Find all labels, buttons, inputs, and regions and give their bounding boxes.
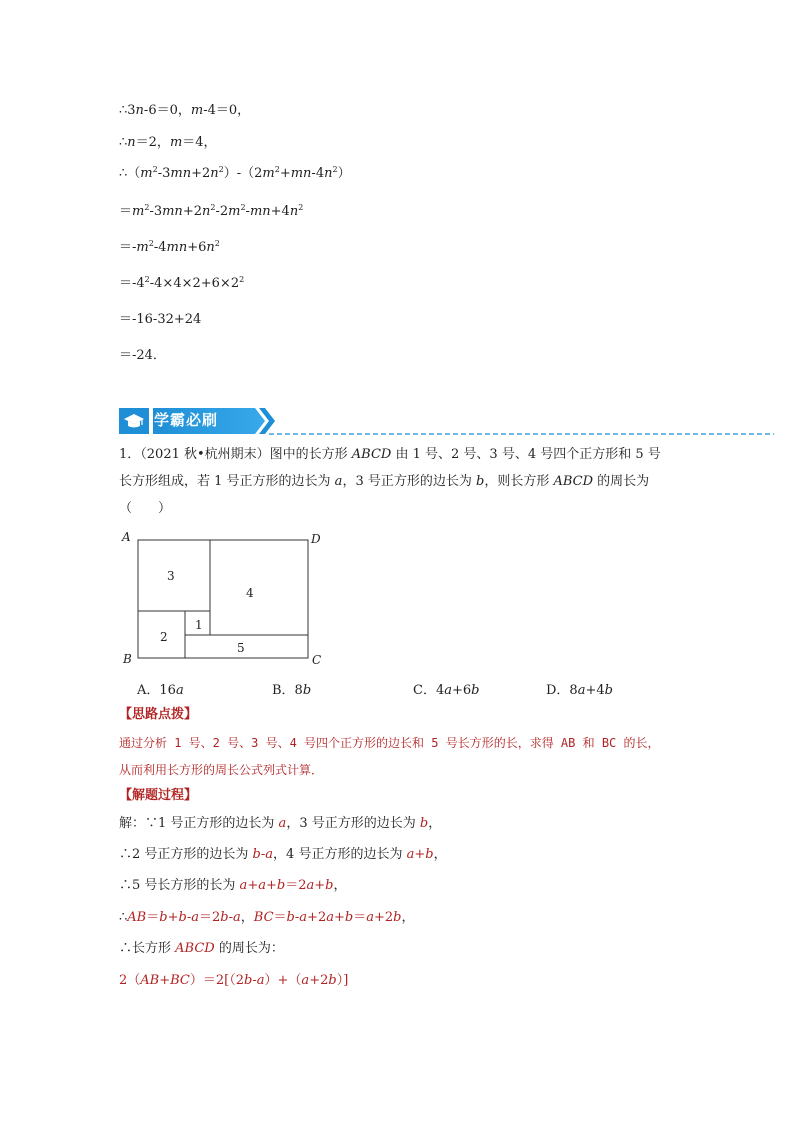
option-c[interactable]: C．4a+6b (413, 683, 480, 698)
corner-label-c: C (312, 653, 322, 667)
step-2: ∴n＝2，m＝4， (119, 135, 217, 150)
step-8: ＝-24． (119, 348, 166, 363)
region-label-5: 5 (237, 641, 245, 655)
region-label-2: 2 (160, 630, 168, 644)
step-3: $\therefore(m^2-3mn+2n^2)-(2m^2+mn-4n^2)$ (119, 165, 351, 181)
question-line-1: 1．（2021 秋•杭州期末）图中的长方形 ABCD 由 1 号、2 号、3 号、4 号四个正方形和 5 号 (119, 447, 661, 462)
corner-label-d: D (311, 532, 321, 546)
section-title: 学霸必刷 (154, 411, 219, 429)
region-label-3: 3 (167, 569, 175, 583)
solution-line-6: 2（AB+BC）＝2[（2b-a）+（a+2b）] (119, 973, 349, 988)
graduation-cap-icon (123, 411, 145, 431)
solution-line-3: ∴5 号长方形的长为 a+a+b＝2a+b， (119, 878, 347, 893)
rectangle-figure (119, 527, 339, 672)
step-4: $=m^2-3mn+2n^2-2m^2-mn+4n^2$ (119, 203, 304, 219)
solution-line-2: ∴2 号正方形的边长为 b-a，4 号正方形的边长为 a+b， (119, 847, 447, 862)
corner-label-a: A (122, 530, 131, 544)
solution-line-1: 解：∵1 号正方形的边长为 a，3 号正方形的边长为 b， (119, 816, 442, 831)
option-b[interactable]: B．8b (272, 683, 312, 698)
option-a[interactable]: A．16a (137, 683, 184, 698)
region-label-1: 1 (195, 618, 203, 632)
step-5: $=-m^2-4mn+6n^2$ (119, 239, 220, 255)
option-d[interactable]: D．8a+4b (546, 683, 613, 698)
solution-line-5: ∴长方形 ABCD 的周长为： (119, 941, 284, 956)
analysis-line-2: 从而利用长方形的周长公式列式计算． (119, 763, 324, 777)
step-1: ∴3n-6＝0，m-4＝0， (119, 103, 251, 118)
solution-tag: 【解题过程】 (119, 788, 198, 803)
question-line-2: 长方形组成，若 1 号正方形的边长为 a，3 号正方形的边长为 b，则长方形 ABCD 的周长为 (119, 474, 650, 489)
analysis-tag: 【思路点拨】 (119, 707, 198, 722)
analysis-line-1: 通过分析 1 号、2 号、3 号、4 号四个正方形的边长和 5 号长方形的长，求得 AB 和 BC 的长， (119, 736, 660, 750)
step-6: $=-4^2-4\times 4\times 2+6\times 2^2$ (119, 275, 245, 291)
step-7: ＝-16-32+24 (119, 312, 202, 327)
solution-line-4: ∴AB＝b+b-a＝2b-a，BC＝b-a+2a+b＝a+2b， (119, 910, 415, 925)
corner-label-b: B (123, 652, 132, 666)
question-line-3: （ ） (119, 501, 172, 516)
region-label-4: 4 (246, 586, 254, 600)
